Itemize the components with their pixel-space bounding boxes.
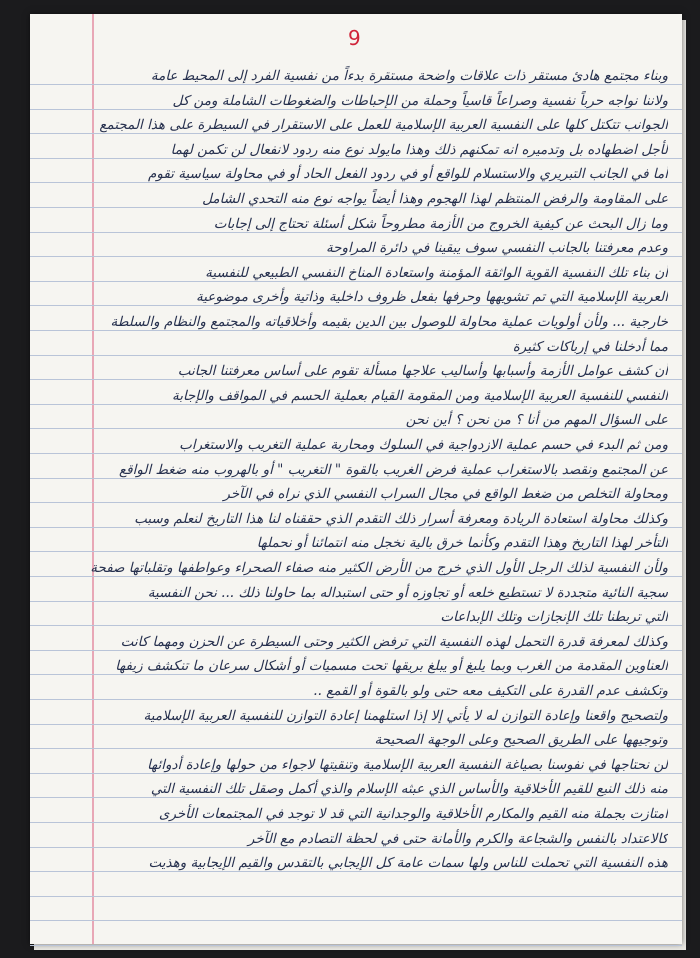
text-line: على المقاومة والرفض المنتظم لهذا الهجوم وهذا أيضاً يواجه نوع منه التحدي الشامل [202,191,668,207]
text-line: لن نحتاجها في نفوسنا بصياغة النفسية العربية الإسلامية وتنقيتها لاجواء من حولها وإعادة أدوائها [147,756,668,773]
text-line: العناوين المقدمة من الغرب وبما يلبغ أو يبلغ بريقها تحت مسميات أو أشكال سرعان ما تنكشف زيفها [115,658,668,675]
text-line: عن المجتمع ونقصد بالاستغراب عملية فرض الغريب بالقوة " التغريب " أو بالهروب منه ضغط الواقع [118,461,668,478]
text-line: أما في الجانب التبريري والاستسلام للواقع أو في ردود الفعل الحاد أو في محاولة سياسية تقوم [148,166,668,183]
text-line: سجية النائية متجددة لا تستطيع خلعه أو تجاوزه أو حتى استبداله بما حاولنا ذلك ... نحن النفسية [147,584,668,601]
text-line: ولأن النفسية لذلك الرجل الأول الذي خرج من الأرض الكثير منه صفاء الصحراء وعواطفها وتقلباتها صفحة [90,560,668,576]
page-number: 9 [348,26,361,50]
text-line: وتوجيهها على الطريق الصحيح وعلى الوجهة الصحيحة [374,732,668,749]
text-line: منه ذلك النبع للقيم الأخلاقية والأساس الذي عبثه الإسلام والذي أكمل وصقل تلك النفسية التي [150,781,668,798]
text-line: وكذلك محاولة استعادة الريادة ومعرفة أسرار ذلك التقدم الذي حققناه لنا هذا التاريخ لنعلم وسبب [134,510,668,527]
text-line: أن بناء تلك النفسية القوية الواثقة المؤمنة واستعادة المناخ النفسي الطبيعي للنفسية [205,264,668,281]
text-line: أن كشف عوامل الأزمة وأسبابها وأساليب علاجها مسألة تقوم على أساس معرفتنا الجانب [177,363,668,380]
text-line: وكذلك لمعرفة قدرة التحمل لهذه النفسية التي ترفض الكثير وحتى السيطرة عن الحزن ومهما كانت [120,633,668,650]
text-line: هذه النفسية التي تحملت للناس ولها سمات عامة كل الإيجابي بالتقدس والقيم الإيجابية وهذيت [148,855,668,872]
text-line: خارجية ... ولأن أولويات عملية محاولة للوصول بين الدين بقيمه وأخلاقياته والمجتمع والنظام والسلطة [110,314,668,330]
ruled-line [30,945,682,946]
notebook-page [30,14,682,944]
text-line: العربية الإسلامية التي تم تشويهها وحرفها بفعل ظروف داخلية وذاتية وأخرى موضوعية [195,289,668,306]
text-line: ولتصحيح واقعنا وإعادة التوازن له لا يأتي إلا إذا استلهمنا إعادة التوازن للنفسية العربية الإسلامية [143,707,668,724]
text-line: ومن ثم البدء في حسم عملية الازدواجية في السلوك ومحاربة عملية التغريب والاستغراب [179,437,668,453]
text-line: امتازت بجملة منه القيم والمكارم الأخلاقية والوجدانية التي قد لا توجد في المجتمعات الأخرى [158,806,668,822]
text-line: لأجل اضطهاده بل وتدميره انه تمكنهم ذلك وهذا مايولد نوع منه ردود لانفعال لن تكمن لهما [170,141,668,158]
text-line: النفسي للنفسية العربية الإسلامية ومن المقومة القيام بعملية الحسم في المواقف والإجابة [171,387,668,404]
ruled-line [30,920,682,921]
ruled-line [30,896,682,897]
text-line: وتكشف عدم القدرة على التكيف معه حتى ولو بالقوة أو القمع .. [313,683,668,699]
text-line: الجوانب تتكتل كلها على النفسية العربية الإسلامية للعمل على الاستقرار في السيطرة على هذا المجتمع [99,117,668,134]
text-line: ولاننا نواجه حرباً نفسية وصراعاً قاسياً وحملة من الإحباطات والضغوطات الشاملة ومن كل [172,92,668,109]
text-line: وعدم معرفتنا بالجانب النفسي سوف يبقينا في دائرة المراوحة [325,240,668,257]
text-line: مما أدخلنا في إرباكات كثيرة [512,338,668,355]
text-line: وما زال البحث عن كيفية الخروج من الأزمة مطروحاً شكل أسئلة تحتاج إلى إجابات [213,215,668,232]
text-line: ومحاولة التخلص من ضغط الواقع في مجال السراب النفسي الذي نراه في الآخر [223,486,668,503]
text-line: على السؤال المهم من أنا ؟ من نحن ؟ أين نحن [405,412,668,429]
text-line: التي تربطنا تلك الإنجازات وتلك الإبداعات [440,609,668,626]
text-line: وبناء مجتمع هادئ مستقر ذات علاقات واضحة مستقرة بدءاً من نفسية الفرد إلى المحيط عامة [150,68,668,84]
text-line: التأخر لهذا التاريخ وهذا التقدم وكأنما خرق بالية نخجل منه انتمائنا أو نحملها [256,535,668,552]
text-line: كالاعتداد بالنفس والشجاعة والكرم والأمانة حتى في لحظة التصادم مع الآخر [247,830,668,847]
